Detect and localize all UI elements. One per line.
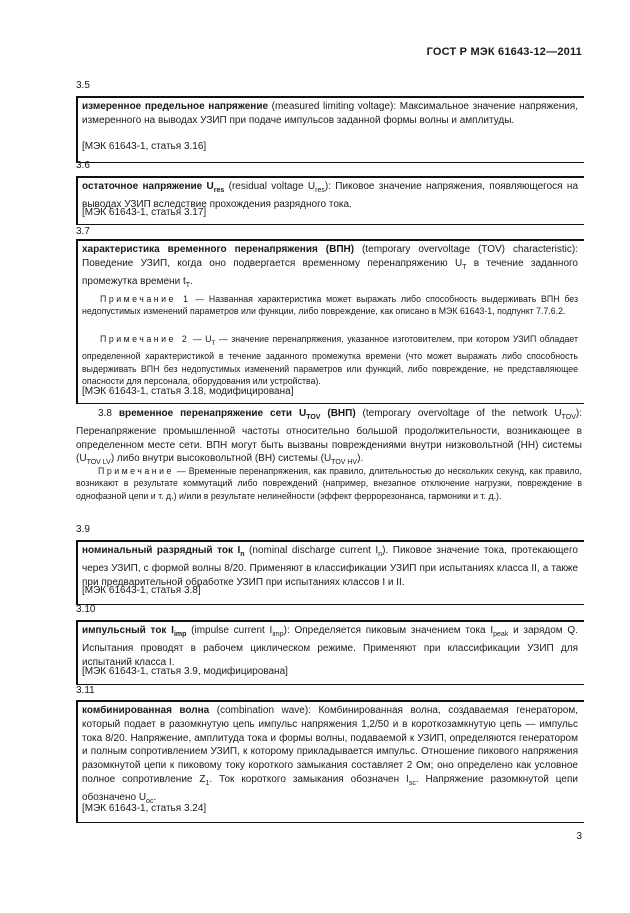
section-number: 3.7 (76, 226, 90, 237)
definition-text: измеренное предельное напряжение (measured limiting voltage): Максимальное значение напряжения, измеренного на выводах УЗИП при подаче импульсов заданной формы волны и амплитуды. (82, 101, 578, 126)
term: характеристика временного перенапряжения (ВПН) (82, 244, 355, 255)
reference: [МЭК 61643-1, статья 3.24] (82, 803, 207, 814)
term: остаточное напряжение $U_{res}$ (82, 181, 225, 194)
definition-text: 3.8 временное перенапряжение сети $U_{TOV}$ (ВНП) (temporary overvoltage of the network $U_{TOV}$): Перенапряжение промышленной частоты относительно большой продолжительности, возникающее в определенном месте сети. ВПН могут быть вызваны повреждениями внутри низковольтной (НН) системы $(U_{TOV LV})$ либо внутри высоковольтной (ВН) системы $(U_{TOV HV})$. (76, 408, 582, 467)
section-number: 3.11 (76, 685, 95, 696)
section-number: 3.6 (76, 160, 90, 171)
definition-text: характеристика временного перенапряжения (ВПН) (temporary overvoltage (TOV) characteristic): Поведение УЗИП, когда оно подвергается временному перенапряжению $U_T$ в течение заданного промежутка времени $t_T$. (82, 244, 578, 289)
note: Примечание 2 — $U_T$ — значение перенапряжения, указанное изготовителем, при котором УЗИП обладает определенной характеристикой в течение заданного промежутка времени (что может выражать либо способность выдерживать ВПН без недопустимых изменений параметров или функций, либо повреждение, не представляющее опасности для персонала, оборудования или устройства). (82, 334, 578, 386)
note: Примечание — Временные перенапряжения, как правило, длительностью до нескольких секунд, как правило, возникают в результате коммутаций либо повреждений (например, внезапное отключение нагрузки, повреждение в однофазной цепи и т. д.) и/или в результате нелинейности (эффект феррорезонанса, гармоники и т. д.). (76, 466, 582, 501)
definition-text: комбинированная волна (combination wave): Комбинированная волна, создаваемая генератором, который подает в разомкнутую цепь импульс напряжения 1,2/50 и в короткозамкнутую цепь — импульс тока 8/20. Напряжение, амплитуда тока и формы волны, подаваемой к УЗИП, определяются генератором и полным сопротивлением УЗИП, к которому прикладывается импульс. Отношение пикового напряжения разомкнутой цепи к пиковому току короткого замыкания составляет 2 Ом; оно определено как условное полное сопротивление $Z_1$. Ток короткого замыкания обозначен $I_{sc}$. Напряжение разомкнутой цепи обозначено $U_{oc}$. (82, 705, 579, 805)
definition-text: остаточное напряжение $U_{res}$ (residual voltage $U_{res}$): Пиковое значение напряжения, появляющегося на выводах УЗИП вследствие прохождения разрядного тока. (82, 181, 579, 210)
definition-text: номинальный разрядный ток $I_n$ (nominal discharge current $I_n$). Пиковое значение тока, протекающего через УЗИП, с формой волны 8/20. Применяют в классификации УЗИП при испытаниях класса II, а также при предварительной обработке УЗИП при испытаниях классов I и II. (82, 545, 579, 588)
term: импульсный ток $I_{imp}$ (82, 625, 187, 638)
reference: [МЭК 61643-1, статья 3.16] (82, 141, 207, 152)
definition-text: импульсный ток $I_{imp}$ (impulse current $I_{imp}$): Определяется пиковым значением тока $I_{peak}$ и зарядом Q. Испытания проводят в рабочем циклическом режиме. Применяют при классификации УЗИП для испытаний класса I. (82, 625, 578, 668)
term: комбинированная волна (82, 705, 210, 716)
section-number: 3.8 (98, 408, 112, 419)
reference: [МЭК 61643-1, статья 3.8] (82, 585, 201, 596)
section-number: 3.10 (76, 604, 96, 615)
section-number: 3.5 (76, 80, 90, 91)
note: Примечание 1 — Названная характеристика может выражать либо способность выдерживать ВПН без недопустимых изменений параметров или функции, либо повреждение, как описано в МЭК 61643-1, подпункт 7.7.6.2. (82, 294, 578, 317)
reference: [МЭК 61643-1, статья 3.18, модифицирована] (82, 386, 294, 397)
term: номинальный разрядный ток $I_n$ (82, 545, 245, 558)
term: измеренное предельное напряжение (82, 101, 269, 112)
reference: [МЭК 61643-1, статья 3.9, модифицирована] (82, 666, 288, 677)
term: временное перенапряжение сети $U_{TOV}$ (ВНП) (118, 408, 356, 421)
reference: [МЭК 61643-1, статья 3.17] (82, 207, 207, 218)
page-number: 3 (576, 831, 582, 842)
section-number: 3.9 (76, 524, 90, 535)
document-header: ГОСТ Р МЭК 61643-12—2011 (426, 46, 582, 58)
